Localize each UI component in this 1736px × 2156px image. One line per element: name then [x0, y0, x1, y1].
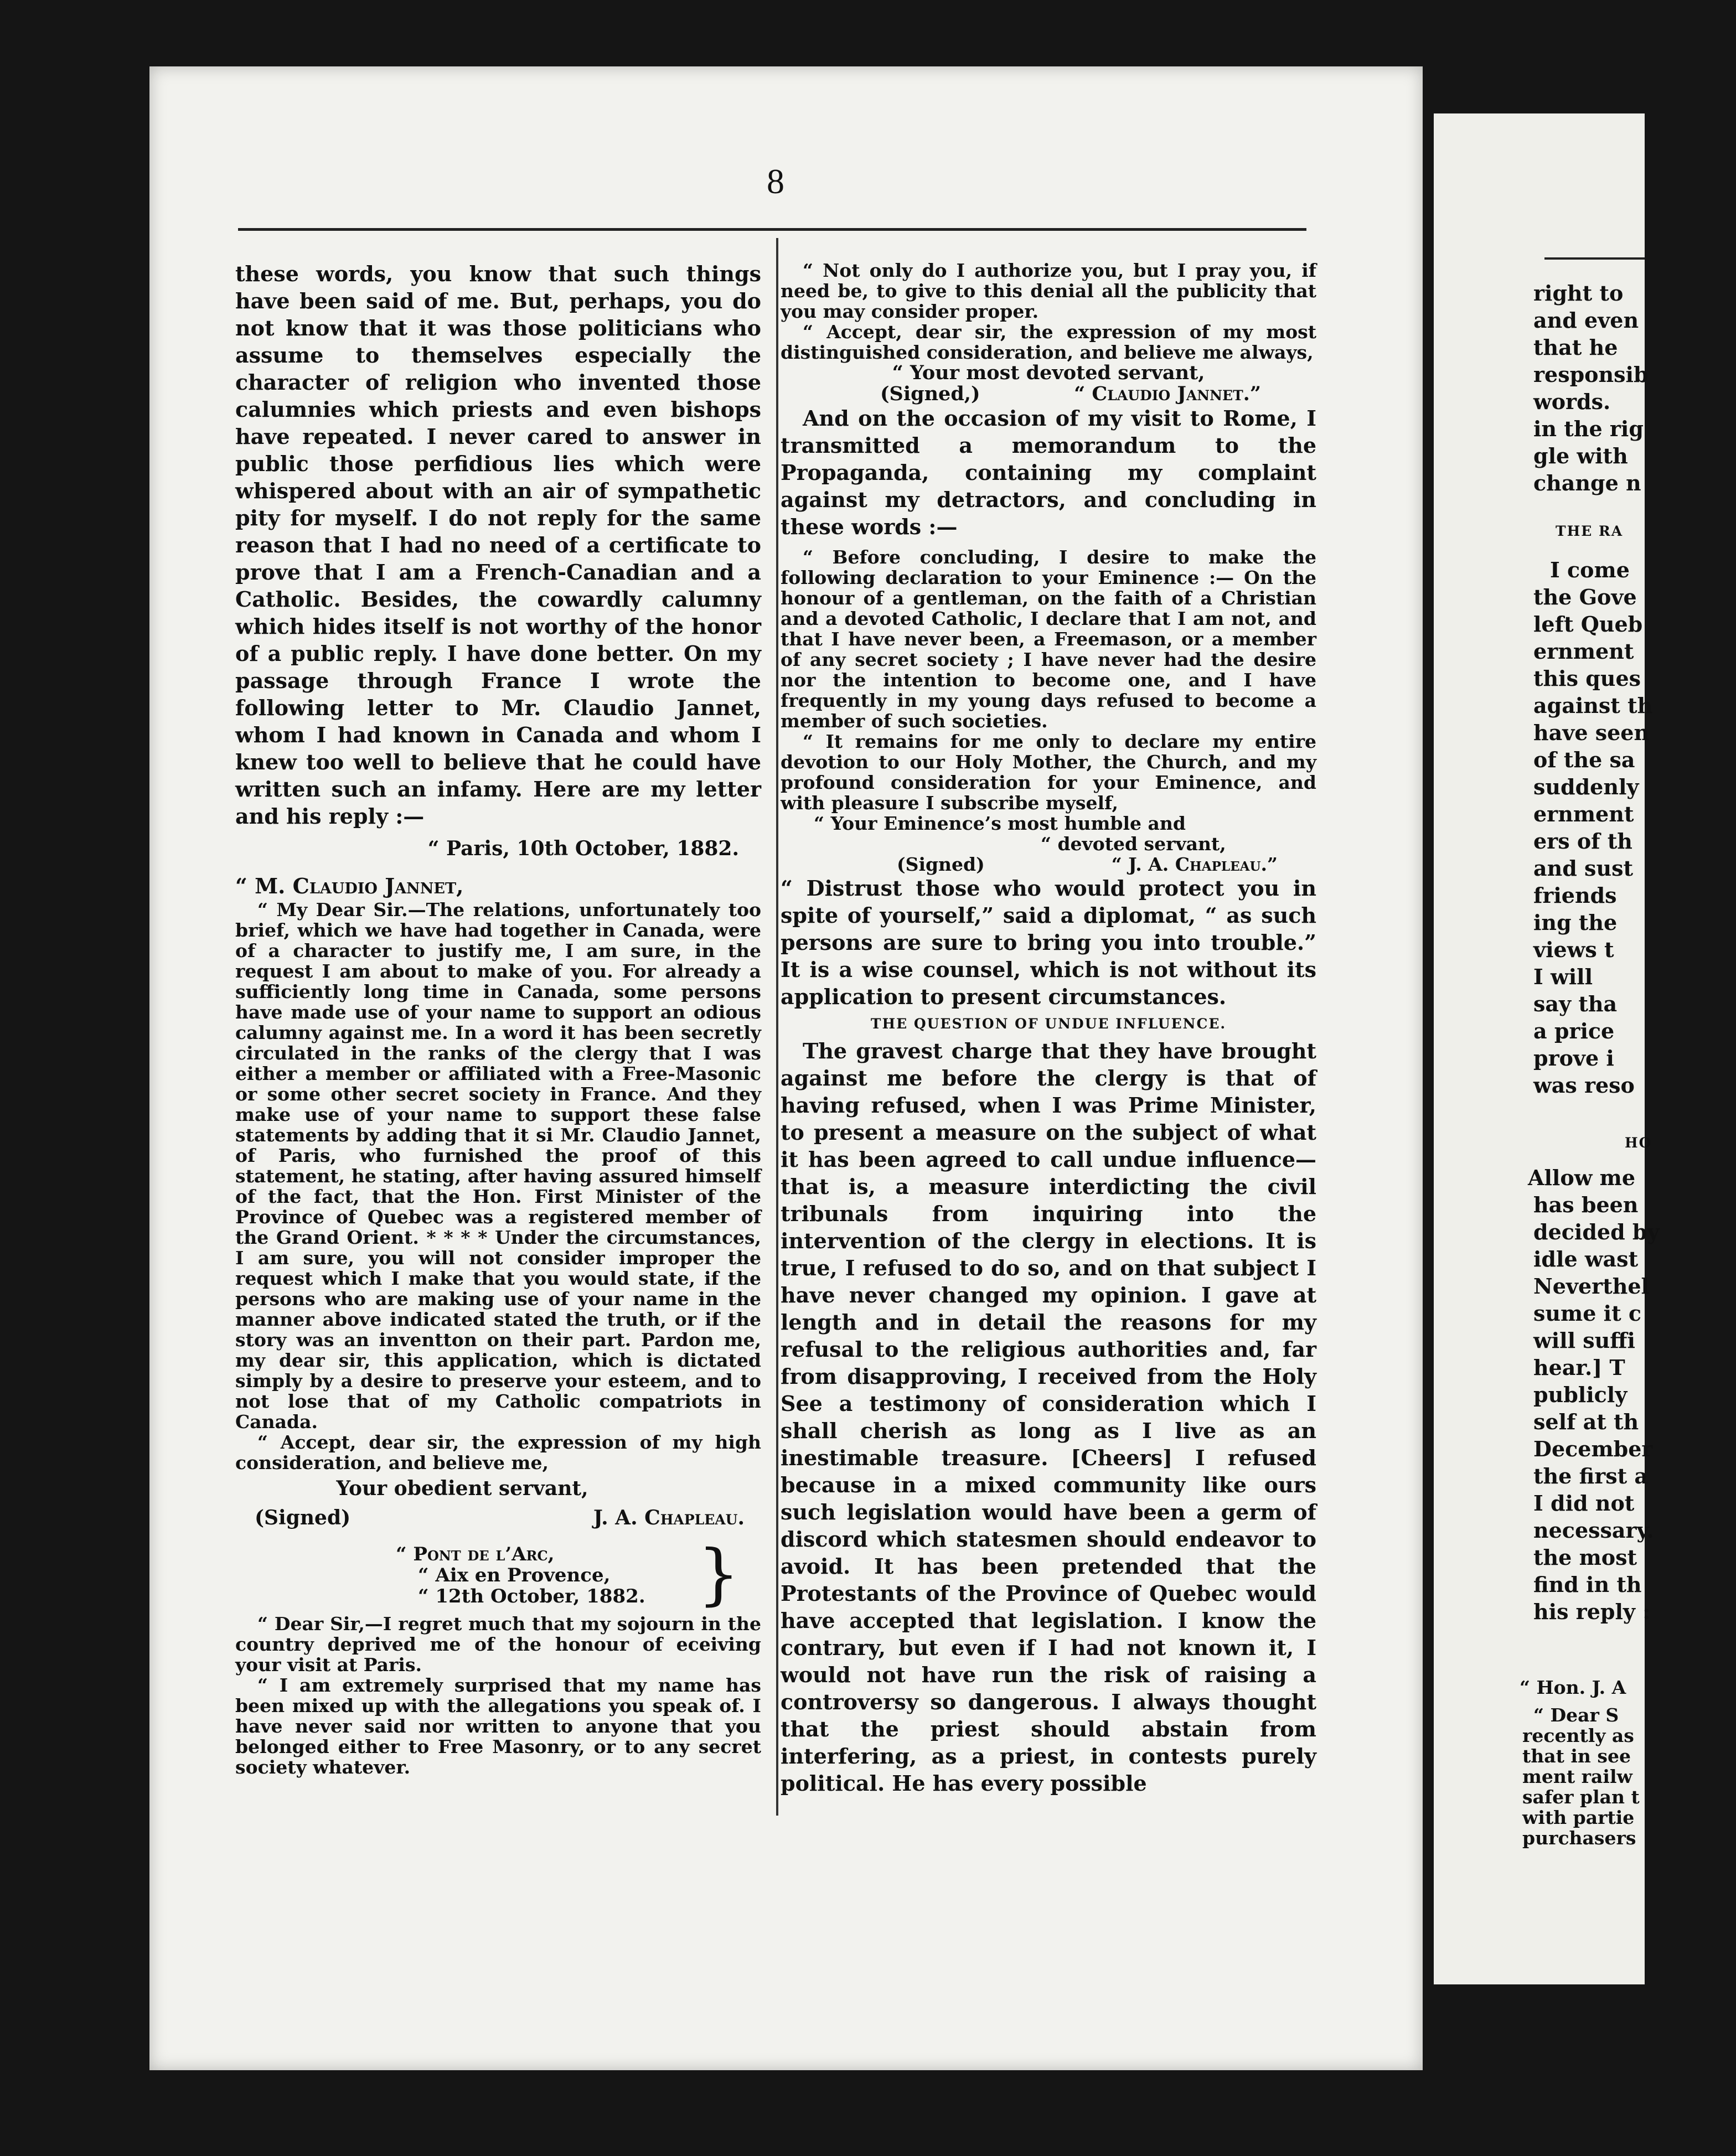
devoted-servant-line: “ devoted servant,	[1041, 833, 1226, 855]
facing-line: ernment	[1533, 802, 1634, 826]
reply-address-line-2: “ Aix en Provence,	[418, 1564, 611, 1586]
facing-line: suddenly	[1533, 774, 1639, 799]
reply-paragraph-4: “ Accept, dear sir, the expression of my most distinguished consideration, and believe me always,	[781, 321, 1316, 363]
facing-line: the Gove	[1533, 585, 1637, 609]
rome-paragraph: And on the occasion of my visit to Rome, I transmitted a memorandum to the Propaganda, containing my complaint against my detractors, and concluding in these words :—	[781, 406, 1316, 539]
facing-line: words.	[1533, 389, 1611, 414]
reply-paragraph-1: “ Dear Sir,—I regret much that my sojourn in the country deprived me of the honour of eceiving your visit at Paris.	[235, 1613, 761, 1676]
facing-line: sume it c	[1533, 1301, 1641, 1326]
reply-devoted: “ Your most devoted servant,	[892, 361, 1205, 384]
influence-paragraph: The gravest charge that they have brought against me before the clergy is that of having refused, when I was Prime Minister, to present a measure on the subject of what it has been agreed to call undue influence—that is, a measure interdicting the civil tribunals from inquiring into the intervention of the clergy in elections. It is true, I refused to do so, and on that subject I have never changed my opinion. I gave at length and in detail the reasons for my refusal to the religious authorities and, far from disapproving, I received from the Holy See a testimony of consideration which I shall cherish as long as I live as an inestimable treasure. [Cheers] I refused because in a mixed community like ours such legislation would have been a germ of discord which statesmen should endeavor to avoid. It has been pretended that the Protestants of the Province of Quebec would have accepted that legislation. I know the contrary, but even if I had not known it, I would not have run the risk of raising a controversy so dangerous. I always thought that the priest should abstain from interfering, as a priest, in contests purely political. He has every possible	[781, 1038, 1316, 1796]
facing-line: self at th	[1533, 1409, 1639, 1434]
facing-line: of the sa	[1533, 747, 1635, 772]
facing-line: will suffi	[1533, 1328, 1635, 1353]
letter-dateline: “ Paris, 10th October, 1882.	[427, 837, 739, 860]
middle-column	[781, 260, 1316, 1797]
facing-line: the most	[1533, 1545, 1637, 1570]
facing-line: I will	[1533, 964, 1593, 989]
facing-heading: THE RA	[1556, 523, 1624, 539]
facing-line: ernment	[1533, 639, 1634, 664]
facing-line: the first a	[1533, 1464, 1649, 1488]
intro-paragraph: these words, you know that such things have been said of me. But, perhaps, you do not know that it was those politicians who assume to themselves especially the character of religion who invented those calumnies which priests and even bishops have repeated. I never cared to answer in public those perfidious lies which were whispered about with an air of sympathetic pity for myself. I do not reply for the same reason that I had no need of a certificate to prove that I am a French-Canadian and a Catholic. Besides, the cowardly calumny which hides itself is not worthy of the honor of a public reply. I have done better. On my passage through France I wrote the following letter to Mr. Claudio Jannet, whom I had known in Canada and whom I knew too well to believe that he could have written such an infamy. Here are my letter and his reply :—	[235, 261, 761, 829]
reply-address-line-3: “ 12th October, 1882.	[418, 1585, 645, 1607]
facing-small-line: that in see	[1522, 1745, 1631, 1767]
letter-closing: “ Accept, dear sir, the expression of my high consideration, and believe me,	[235, 1431, 761, 1473]
reply-signed-label: (Signed,)	[880, 382, 980, 405]
facing-line: views t	[1533, 937, 1614, 962]
facing-line: prove i	[1533, 1046, 1614, 1071]
facing-line: idle wast	[1533, 1247, 1639, 1271]
facing-line: find in th	[1533, 1572, 1642, 1597]
page-number: 8	[767, 162, 784, 201]
letter-obedient: Your obedient servant,	[336, 1477, 588, 1500]
reply-signed-name: “ Claudio Jannet.”	[1074, 382, 1261, 405]
column-divider	[776, 238, 778, 1816]
facing-line: right to	[1533, 281, 1624, 306]
facing-line: his reply :	[1533, 1599, 1651, 1624]
facing-small-line: purchasers	[1522, 1827, 1636, 1849]
facing-line: friends	[1533, 883, 1617, 908]
facing-line: gle with	[1533, 443, 1628, 468]
devotion-paragraph: “ It remains for me only to declare my entire devotion to our Holy Mother, the Church, and my profound consideration for your Eminence, and with pleasure I subscribe myself,	[781, 731, 1316, 814]
facing-small-line: ment railw	[1522, 1766, 1632, 1787]
facing-line: Neverthel	[1533, 1274, 1649, 1299]
facing-line: a price	[1533, 1018, 1615, 1043]
facing-line: I did not	[1533, 1491, 1635, 1516]
facing-line: decided by	[1533, 1219, 1660, 1244]
humble-line: “ Your Eminence’s most humble and	[814, 813, 1186, 834]
header-rule	[238, 228, 1306, 231]
facing-line: responsib	[1533, 362, 1649, 387]
memorandum-signed-name: “ J. A. Chapleau.”	[1111, 854, 1278, 875]
facing-small-line: safer plan t	[1522, 1786, 1640, 1808]
reply-signature	[781, 384, 1316, 405]
facing-line: December	[1533, 1436, 1653, 1461]
address-brace: }	[698, 1536, 740, 1613]
letter-signature	[235, 1504, 761, 1532]
facing-line: ing the	[1533, 910, 1618, 935]
facing-line: left Queb	[1533, 612, 1643, 637]
facing-small-line: “ Dear S	[1533, 1704, 1619, 1726]
reply-paragraph-2: “ I am extremely surprised that my name has been mixed up with the allegations you speak of. I have never said nor written to anyone that you belonged either to Free Masonry, or to any secret society whatever.	[235, 1674, 761, 1778]
left-column	[235, 260, 761, 1777]
facing-line: and sust	[1533, 856, 1634, 881]
facing-line: hear.] T	[1533, 1355, 1625, 1380]
facing-line: ers of th	[1533, 829, 1632, 854]
signed-label: (Signed)	[255, 1506, 351, 1529]
facing-small-line: recently as	[1522, 1725, 1634, 1746]
reply-paragraph-3: “ Not only do I authorize you, but I pray you, if need be, to give to this denial all the publicity that you may consider proper.	[781, 260, 1316, 322]
facing-line: in the rig	[1533, 416, 1644, 441]
facing-line: change n	[1533, 471, 1641, 495]
facing-line: say tha	[1533, 991, 1618, 1016]
memorandum-signed-label: (Signed)	[897, 854, 985, 875]
facing-page-rule	[1544, 257, 1645, 260]
letter-body: “ My Dear Sir.—The relations, unfortunately too brief, which we have had together in Canada, were of a character to justify me, I am sure, in the request I am about to make of you. For already a sufficiently long time in Canada, some persons have made use of your name to support an odious calumny against me. In a word it has been secretly circulated in the ranks of the clergy that I was either a member or affiliated with a Free-Masonic or some other secret society in France. And they make use of your name to support these false statements by adding that it si Mr. Claudio Jannet, of Paris, who furnished the proof of this statement, he stating, after having assured himself of the fact, that the Hon. First Minister of the Province of Quebec was a registered member of the Grand Orient. * * * * Under the circumstances, I am sure, you will not consider improper the request which I make that you would state, if the persons who are making use of your name in the manner above indicated stated the truth, or if the story was an inventton on their part. Pardon me, my dear sir, this application, which is dictated simply by a desire to preserve your esteem, and to not lose that of my Catholic compatriots in Canada.	[235, 899, 761, 1433]
reply-address	[235, 1536, 761, 1613]
facing-line: have seen	[1533, 720, 1650, 745]
facing-small-line: “ Hon. J. A	[1520, 1677, 1626, 1698]
facing-line: publicly	[1533, 1382, 1628, 1407]
facing-line: has been	[1533, 1192, 1639, 1217]
facing-line: against th	[1533, 693, 1653, 718]
section-heading: THE QUESTION OF UNDUE INFLUENCE.	[870, 1016, 1227, 1032]
facing-line: I come	[1550, 557, 1630, 582]
facing-line: Allow me	[1528, 1165, 1636, 1190]
facing-line: and even	[1533, 308, 1639, 333]
facing-line: that he	[1533, 335, 1618, 360]
facing-line: necessary.	[1533, 1518, 1654, 1543]
memorandum-signature	[781, 854, 1316, 875]
facing-small-line: with partie	[1522, 1807, 1635, 1828]
reply-address-line-1: “ Pont de l’Arc,	[396, 1543, 555, 1565]
declaration-paragraph: “ Before concluding, I desire to make the following declaration to your Eminence :— On the honour of a gentleman, on the faith of a Christian and a devoted Catholic, I declare that I am not, and that I have never been, a Freemason, or a member of any secret society ; I have never had the desire nor the intention to become one, and I have frequently in my young days refused to become a member of such societies.	[781, 546, 1316, 732]
signed-name: J. A. Chapleau.	[593, 1506, 745, 1529]
facing-heading: HO	[1625, 1135, 1652, 1151]
facing-line: was reso	[1533, 1073, 1635, 1098]
distrust-paragraph: “ Distrust those who would protect you in spite of yourself,” said a diplomat, “ as such persons are sure to bring you into trouble.” It is a wise counsel, which is not without its application to present circumstances.	[781, 876, 1316, 1009]
facing-line: this ques	[1533, 666, 1641, 691]
letter-addressee: “ M. Claudio Jannet,	[235, 873, 464, 898]
